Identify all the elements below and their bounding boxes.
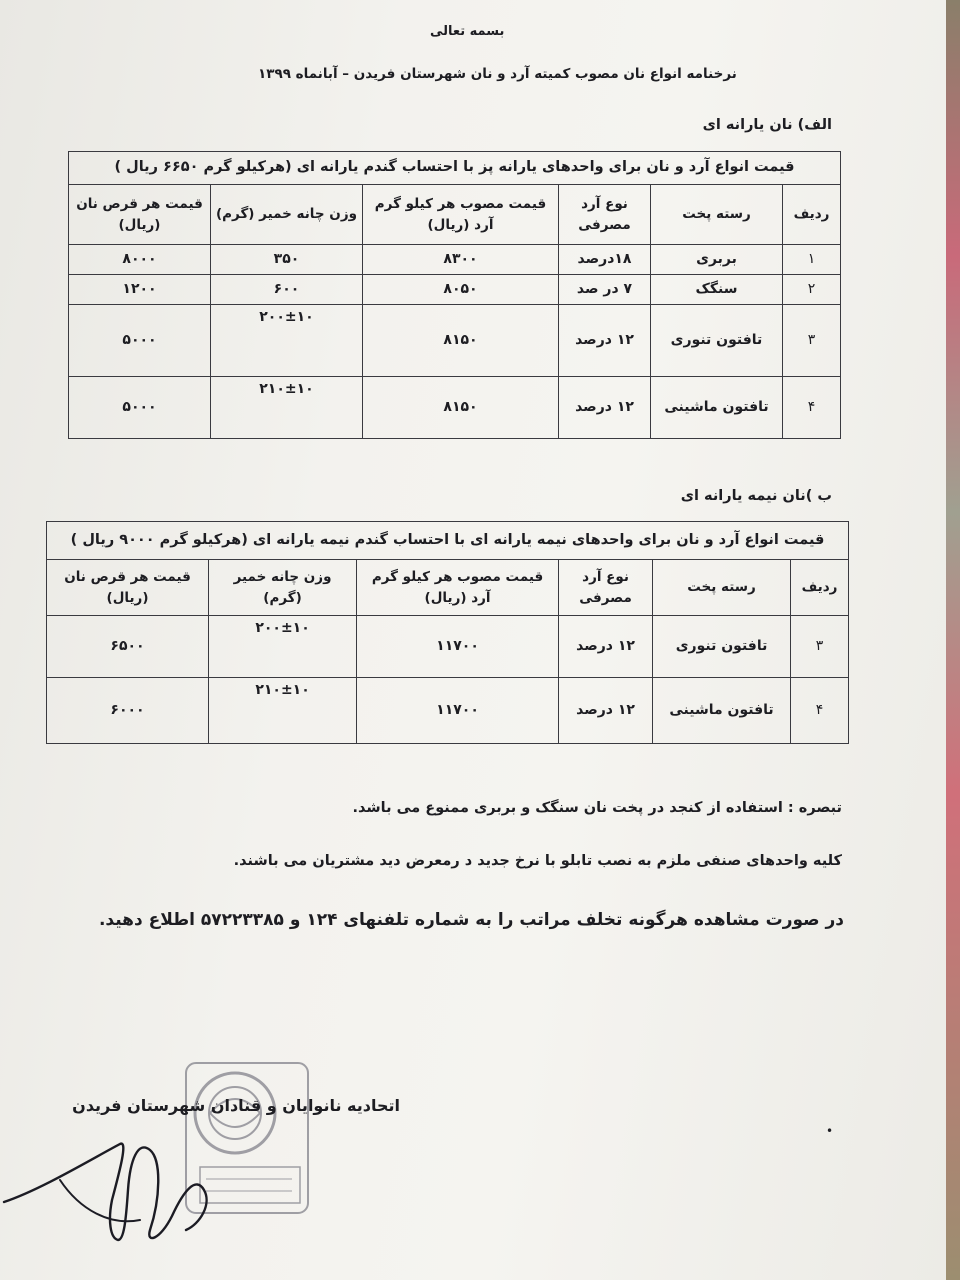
dough-weight: ۲۰۰±۱۰ (211, 305, 363, 377)
table-row (69, 377, 841, 439)
table-caption: قیمت انواع آرد و نان برای واحدهای یارانه پز با احتساب گندم یارانه ای (هرکیلو گرم ۶۶۵۰ ریال ) (69, 152, 841, 185)
column-header: ردیف (783, 185, 841, 245)
flour-type: ۱۲ درصد (559, 305, 651, 377)
bread-type: سنگک (651, 275, 783, 305)
note-report-violation: در صورت مشاهده هرگونه تخلف مراتب را به شماره تلفنهای ۱۲۴ و ۵۷۲۲۳۳۸۵ اطلاع دهید. (98, 910, 844, 930)
bread-price: ۵۰۰۰ (69, 305, 211, 377)
flour-type: ۱۸درصد (559, 245, 651, 275)
bread-type: بربری (651, 245, 783, 275)
flour-type: ۷ در صد (559, 275, 651, 305)
table-semi-subsidized (46, 521, 849, 744)
bread-type: تافتون تنوری (651, 305, 783, 377)
background-edge (946, 0, 960, 1280)
section-a-heading: الف) نان یارانه ای (702, 117, 832, 133)
table-row (69, 275, 841, 305)
flour-price: ۸۱۵۰ (363, 305, 559, 377)
column-header: قیمت هر قرص نان (ریال) (69, 185, 211, 245)
table-row (69, 305, 841, 377)
table-row (69, 245, 841, 275)
dough-weight: ۲۱۰±۱۰ (211, 377, 363, 439)
dough-weight: ۳۵۰ (211, 245, 363, 275)
flour-type: ۱۲ درصد (559, 377, 651, 439)
column-header: وزن چانه خمیر (گرم) (209, 560, 357, 616)
row-number: ۴ (791, 678, 849, 744)
column-header: قیمت هر قرص نان (ریال) (47, 560, 209, 616)
column-header: ردیف (791, 560, 849, 616)
flour-price: ۱۱۷۰۰ (357, 678, 559, 744)
column-header: رسته پخت (651, 185, 783, 245)
row-number: ۱ (783, 245, 841, 275)
bread-price: ۶۵۰۰ (47, 616, 209, 678)
flour-price: ۸۱۵۰ (363, 377, 559, 439)
bread-price: ۵۰۰۰ (69, 377, 211, 439)
note-sesame: تبصره : استفاده از کنجد در پخت نان سنگک و بربری ممنوع می باشد. (352, 800, 842, 816)
column-header: وزن چانه خمیر (گرم) (211, 185, 363, 245)
bread-type: تافتون تنوری (653, 616, 791, 678)
flour-type: ۱۲ درصد (559, 616, 653, 678)
row-number: ۲ (783, 275, 841, 305)
table-caption: قیمت انواع آرد و نان برای واحدهای نیمه یارانه ای با احتساب گندم نیمه یارانه ای (هرکیلو گرم ۹۰۰۰ ریال ) (47, 522, 849, 560)
note-price-board: کلیه واحدهای صنفی ملزم به نصب تابلو با نرخ جدید د رمعرض دید مشتریان می باشند. (233, 853, 842, 869)
row-number: ۳ (783, 305, 841, 377)
dough-weight: ۲۰۰±۱۰ (209, 616, 357, 678)
dot-mark: • (826, 1124, 834, 1138)
bread-type: تافتون ماشینی (653, 678, 791, 744)
bread-price: ۶۰۰۰ (47, 678, 209, 744)
column-header: قیمت مصوب هر کیلو گرم آرد (ریال) (357, 560, 559, 616)
flour-price: ۸۳۰۰ (363, 245, 559, 275)
flour-type: ۱۲ درصد (559, 678, 653, 744)
invocation-text: بسمه تعالی (430, 24, 505, 39)
dough-weight: ۲۱۰±۱۰ (209, 678, 357, 744)
document-title: نرخنامه انواع نان مصوب کمیته آرد و نان شهرستان فریدن – آبانماه ۱۳۹۹ (258, 66, 737, 82)
signature-scribble (0, 1120, 260, 1250)
row-number: ۴ (783, 377, 841, 439)
dough-weight: ۶۰۰ (211, 275, 363, 305)
flour-price: ۱۱۷۰۰ (357, 616, 559, 678)
column-header: نوع آرد مصرفی (559, 560, 653, 616)
column-header: قیمت مصوب هر کیلو گرم آرد (ریال) (363, 185, 559, 245)
section-b-heading: ب )نان نیمه یارانه ای (680, 488, 832, 504)
bread-price: ۱۲۰۰ (69, 275, 211, 305)
row-number: ۳ (791, 616, 849, 678)
table-row (47, 678, 849, 744)
column-header: نوع آرد مصرفی (559, 185, 651, 245)
table-row (47, 616, 849, 678)
bread-type: تافتون ماشینی (651, 377, 783, 439)
bread-price: ۸۰۰۰ (69, 245, 211, 275)
flour-price: ۸۰۵۰ (363, 275, 559, 305)
issuer-name: اتحادیه نانوایان و قنادان شهرستان فریدن (72, 1096, 400, 1115)
column-header: رسته پخت (653, 560, 791, 616)
table-subsidized (68, 151, 841, 439)
